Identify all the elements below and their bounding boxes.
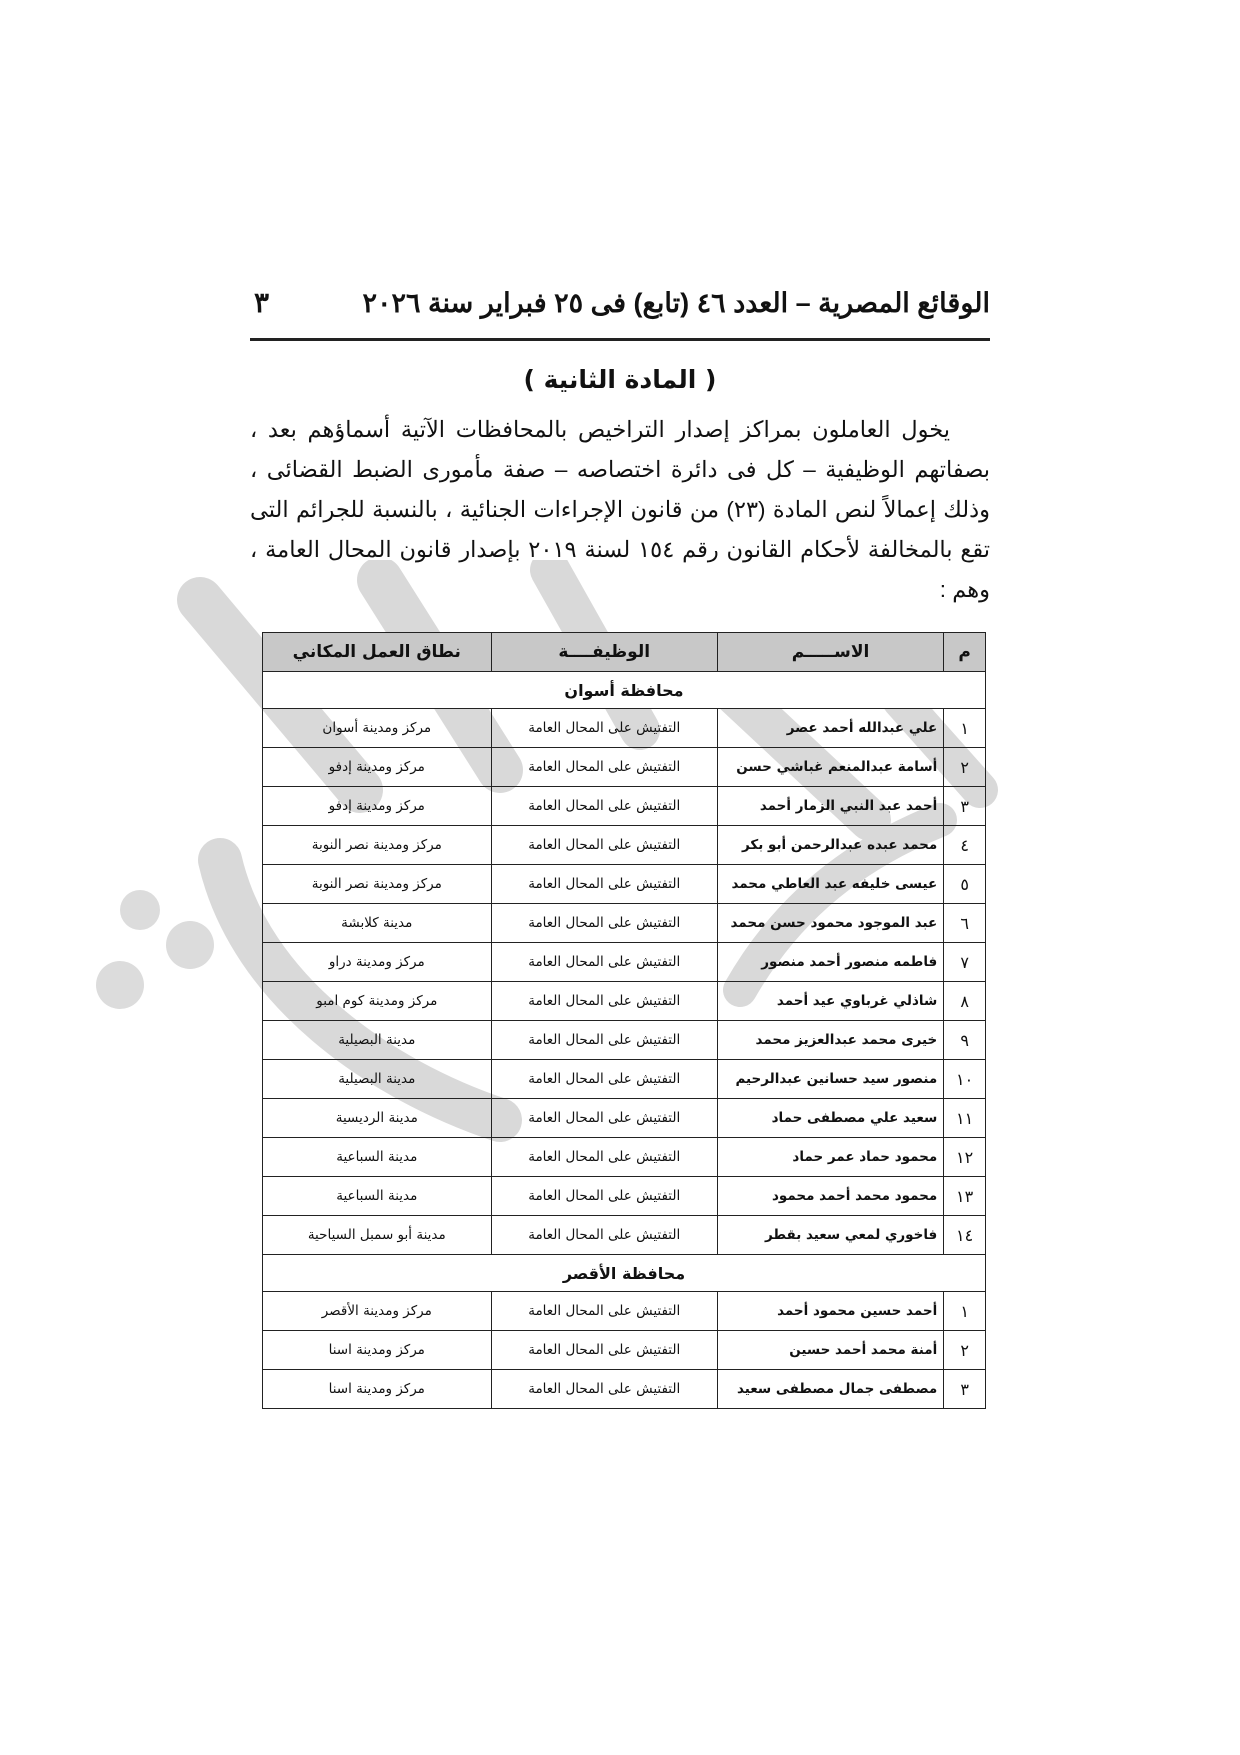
job-title: التفتيش على المحال العامة [491,1060,717,1099]
employee-name: مصطفى جمال مصطفى سعيد [717,1370,943,1409]
row-number: ٤ [944,826,986,865]
row-number: ٣ [944,1370,986,1409]
table-header-row [263,633,986,672]
employee-name: محمد عبده عبدالرحمن أبو بكر [717,826,943,865]
table-row [263,865,986,904]
work-location: مركز ومدينة دراو [263,943,492,982]
employee-name: علي عبدالله أحمد عصر [717,709,943,748]
employee-name: أمنة محمد أحمد حسين [717,1331,943,1370]
work-location: مركز ومدينة اسنا [263,1370,492,1409]
row-number: ١١ [944,1099,986,1138]
table-row [263,1292,986,1331]
header-location: نطاق العمل المكاني [263,633,492,672]
job-title: التفتيش على المحال العامة [491,904,717,943]
table-row [263,748,986,787]
employee-name: شاذلي غرباوي عيد أحمد [717,982,943,1021]
job-title: التفتيش على المحال العامة [491,1021,717,1060]
governorate-name: محافظة الأقصر [263,1255,986,1292]
row-number: ١٣ [944,1177,986,1216]
employee-name: أسامة عبدالمنعم غباشي حسن [717,748,943,787]
employee-name: عيسى خليفه عبد العاطي محمد [717,865,943,904]
table-row [263,1060,986,1099]
table-row [263,1370,986,1409]
job-title: التفتيش على المحال العامة [491,1292,717,1331]
table-row [263,1099,986,1138]
job-title: التفتيش على المحال العامة [491,943,717,982]
employee-name: منصور سيد حسانين عبدالرحيم [717,1060,943,1099]
employee-name: محمود محمد أحمد محمود [717,1177,943,1216]
job-title: التفتيش على المحال العامة [491,1216,717,1255]
work-location: مدينة السباعية [263,1138,492,1177]
work-location: مدينة الرديسية [263,1099,492,1138]
employee-name: محمود حماد عمر حماد [717,1138,943,1177]
table-row [263,1021,986,1060]
work-location: مركز ومدينة نصر النوبة [263,865,492,904]
header-name: الاســـــم [717,633,943,672]
row-number: ٥ [944,865,986,904]
job-title: التفتيش على المحال العامة [491,1331,717,1370]
table-row [263,1177,986,1216]
table-row [263,826,986,865]
officials-table-container [262,632,986,1409]
page-number: ٣ [254,287,270,318]
employee-name: فاطمه منصور أحمد منصور [717,943,943,982]
row-number: ٢ [944,1331,986,1370]
article-body-text: يخول العاملون بمراكز إصدار التراخيص بالمحافظات الآتية أسماؤهم بعد ، بصفاتهم الوظيفية – كل فى دائرة اختصاصه – صفة مأمورى الضبط القضائى ، وذلك إعمالاً لنص المادة (٢٣) من قانون الإجراءات الجنائية ، بالنسبة للجرائم التى تقع بالمخالفة لأحكام القانون رقم ١٥٤ لسنة ٢٠١٩ بإصدار قانون المحال العامة ، وهم : [250,417,990,602]
article-heading: ( المادة الثانية ) [523,365,717,394]
row-number: ١٠ [944,1060,986,1099]
gazette-header-title: الوقائع المصرية – العدد ٤٦ (تابع) فى ٢٥ فبراير سنة ٢٠٢٦ [362,288,990,318]
row-number: ٦ [944,904,986,943]
employee-name: أحمد حسين محمود أحمد [717,1292,943,1331]
work-location: مدينة السباعية [263,1177,492,1216]
table-row [263,982,986,1021]
row-number: ١٢ [944,1138,986,1177]
work-location: مدينة أبو سمبل السياحية [263,1216,492,1255]
governorate-name: محافظة أسوان [263,672,986,709]
work-location: مدينة البصيلية [263,1021,492,1060]
table-row [263,1331,986,1370]
row-number: ١ [944,709,986,748]
table-row [263,709,986,748]
table-row [263,1216,986,1255]
row-number: ١ [944,1292,986,1331]
employee-name: عبد الموجود محمود حسن محمد [717,904,943,943]
row-number: ١٤ [944,1216,986,1255]
job-title: التفتيش على المحال العامة [491,709,717,748]
job-title: التفتيش على المحال العامة [491,826,717,865]
row-number: ٣ [944,787,986,826]
governorate-row [263,672,986,709]
governorate-row [263,1255,986,1292]
employee-name: أحمد عبد النبي الزمار أحمد [717,787,943,826]
job-title: التفتيش على المحال العامة [491,748,717,787]
work-location: مركز ومدينة نصر النوبة [263,826,492,865]
work-location: مركز ومدينة إدفو [263,787,492,826]
header-job: الوظيفــــة [491,633,717,672]
job-title: التفتيش على المحال العامة [491,1177,717,1216]
table-row [263,787,986,826]
officials-table [262,632,986,1409]
article-body [250,410,990,610]
job-title: التفتيش على المحال العامة [491,1370,717,1409]
work-location: مركز ومدينة أسوان [263,709,492,748]
table-row [263,943,986,982]
row-number: ٩ [944,1021,986,1060]
work-location: مركز ومدينة إدفو [263,748,492,787]
row-number: ٨ [944,982,986,1021]
employee-name: خيرى محمد عبدالعزيز محمد [717,1021,943,1060]
row-number: ٢ [944,748,986,787]
job-title: التفتيش على المحال العامة [491,982,717,1021]
job-title: التفتيش على المحال العامة [491,1099,717,1138]
job-title: التفتيش على المحال العامة [491,865,717,904]
work-location: مركز ومدينة اسنا [263,1331,492,1370]
page-header [250,282,990,341]
work-location: مدينة كلابشة [263,904,492,943]
table-row [263,1138,986,1177]
work-location: مركز ومدينة الأقصر [263,1292,492,1331]
work-location: مدينة البصيلية [263,1060,492,1099]
employee-name: فاخوري لمعي سعيد بقطر [717,1216,943,1255]
employee-name: سعيد علي مصطفى حماد [717,1099,943,1138]
job-title: التفتيش على المحال العامة [491,1138,717,1177]
table-row [263,904,986,943]
row-number: ٧ [944,943,986,982]
table-body [263,672,986,1409]
header-num: م [944,633,986,672]
job-title: التفتيش على المحال العامة [491,787,717,826]
work-location: مركز ومدينة كوم امبو [263,982,492,1021]
